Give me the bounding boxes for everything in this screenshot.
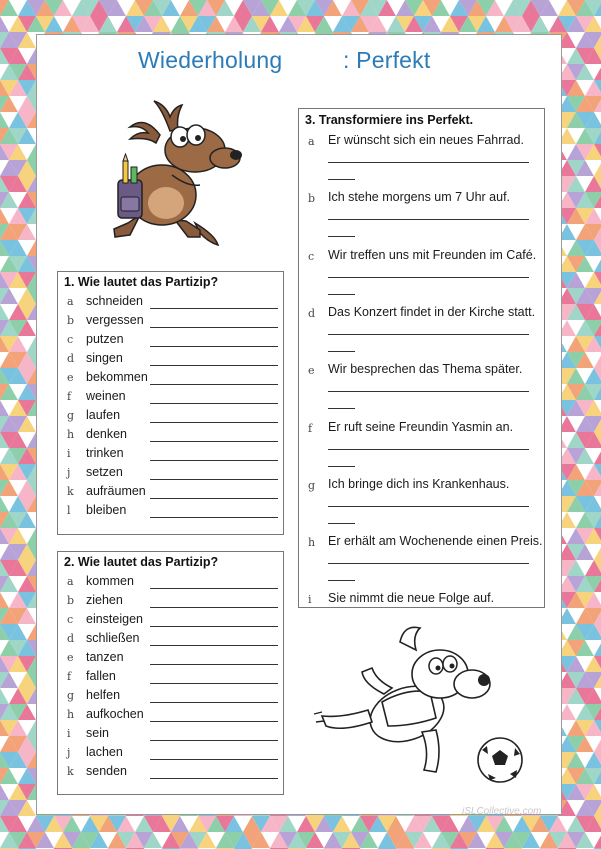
transform-item [299,477,544,534]
answer-blank-line[interactable] [150,365,278,366]
verb-infinitive: vergessen [86,313,144,327]
verb-infinitive: lachen [86,745,123,759]
item-letter: f [67,390,72,403]
exercise-row [58,725,283,744]
answer-blank-line[interactable] [150,441,278,442]
watermark: iSLCollective.com [462,806,542,817]
exercise-row [58,706,283,725]
verb-infinitive: tanzen [86,650,124,664]
present-tense-sentence: Das Konzert findet in der Kirche statt. [328,304,536,319]
answer-blank-line[interactable] [150,607,278,608]
dog-kicking-ball-illustration [312,622,527,792]
verb-infinitive: sein [86,726,109,740]
answer-blank-line[interactable] [150,759,278,760]
item-letter: b [67,594,75,607]
verb-infinitive: singen [86,351,123,365]
present-tense-sentence: Wir treffen uns mit Freunden im Café. [328,247,537,262]
exercise-row [58,445,283,464]
verb-infinitive: laufen [86,408,121,422]
item-letter: d [67,352,75,365]
answer-blank-line[interactable] [150,517,278,518]
verb-infinitive: schneiden [86,294,143,308]
exercise-row [58,687,283,706]
answer-blank-line[interactable] [150,308,278,309]
exercise-row [58,649,283,668]
item-letter: d [308,306,316,320]
transform-item [299,534,544,591]
verb-infinitive: kommen [86,574,134,588]
verb-infinitive: aufkochen [86,707,144,721]
item-letter: f [67,670,72,683]
exercise-row [58,426,283,445]
answer-blank-line[interactable] [150,498,278,499]
verb-infinitive: weinen [86,389,126,403]
answer-blank-line[interactable] [150,422,278,423]
answer-line-continuation[interactable] [328,236,355,237]
answer-line[interactable] [328,391,529,392]
present-tense-sentence: Sie nimmt die neue Folge auf. [328,591,495,606]
answer-line[interactable] [328,563,529,564]
transform-item [299,133,544,190]
verb-infinitive: helfen [86,688,121,702]
item-letter: b [308,192,316,206]
item-letter: e [67,651,74,664]
answer-line-continuation[interactable] [328,179,355,180]
exercise-row [58,369,283,388]
item-letter: j [67,746,71,759]
item-letter: h [67,708,75,721]
exercise-1-box [57,271,284,535]
present-tense-sentence: Wir besprechen das Thema später. [328,362,523,377]
answer-line[interactable] [328,162,529,163]
item-letter: e [308,364,315,378]
exercise-row [58,407,283,426]
exercise-row [58,592,283,611]
item-letter: a [67,295,74,308]
transform-item [299,248,544,305]
exercise-row [58,388,283,407]
answer-blank-line[interactable] [150,740,278,741]
answer-blank-line[interactable] [150,460,278,461]
item-letter: h [308,536,316,550]
answer-blank-line[interactable] [150,479,278,480]
answer-line[interactable] [328,219,529,220]
verb-infinitive: schließen [86,631,140,645]
present-tense-sentence: Ich stehe morgens um 7 Uhr auf. [328,190,511,205]
verb-infinitive: denken [86,427,128,441]
answer-line[interactable] [328,449,529,450]
verb-infinitive: trinken [86,446,124,460]
answer-blank-line[interactable] [150,626,278,627]
answer-blank-line[interactable] [150,702,278,703]
item-letter: i [67,447,71,460]
exercise-row [58,630,283,649]
verb-infinitive: bleiben [86,503,127,517]
verb-infinitive: einsteigen [86,612,143,626]
item-letter: i [308,593,312,607]
exercise-2-box [57,551,284,795]
exercise-row [58,483,283,502]
exercise-row [58,293,283,312]
answer-blank-line[interactable] [150,683,278,684]
item-letter: e [67,371,74,384]
answer-line-continuation[interactable] [328,351,355,352]
verb-infinitive: setzen [86,465,123,479]
answer-blank-line[interactable] [150,403,278,404]
answer-blank-line[interactable] [150,778,278,779]
exercise-row [58,763,283,782]
item-letter: g [67,409,75,422]
answer-line-continuation[interactable] [328,294,355,295]
exercise-2-heading: 2. Wie lautet das Partizip? [64,555,219,569]
exercise-row [58,350,283,369]
item-letter: k [67,485,74,498]
exercise-row [58,331,283,350]
verb-infinitive: bekommen [86,370,148,384]
exercise-row [58,312,283,331]
answer-blank-line[interactable] [150,664,278,665]
answer-line[interactable] [328,506,529,507]
answer-line[interactable] [328,277,529,278]
present-tense-sentence: Ich bringe dich ins Krankenhaus. [328,476,510,491]
item-letter: a [67,575,74,588]
exercise-row [58,668,283,687]
exercise-row [58,611,283,630]
verb-infinitive: ziehen [86,593,123,607]
answer-blank-line[interactable] [150,327,278,328]
answer-blank-line[interactable] [150,588,278,589]
item-letter: f [308,421,313,435]
transform-item [299,362,544,419]
exercise-3-box [298,108,545,608]
item-letter: k [67,765,74,778]
answer-line-continuation[interactable] [328,408,355,409]
verb-infinitive: senden [86,764,128,778]
answer-line-continuation[interactable] [328,580,355,581]
answer-blank-line[interactable] [150,645,278,646]
page-title-topic: : Perfekt [343,47,431,73]
item-letter: g [308,478,316,492]
verb-infinitive: fallen [86,669,116,683]
present-tense-sentence: Er ruft seine Freundin Yasmin an. [328,419,514,434]
item-letter: a [308,135,315,148]
exercise-row [58,573,283,592]
transform-item [299,420,544,477]
transform-item [299,190,544,247]
item-letter: c [67,333,74,346]
item-letter: g [67,689,75,702]
item-letter: j [67,466,71,479]
answer-line-continuation[interactable] [328,523,355,524]
present-tense-sentence: Er erhält am Wochenende einen Preis. [328,534,543,549]
exercise-row [58,744,283,763]
answer-blank-line[interactable] [150,721,278,722]
answer-line[interactable] [328,334,529,335]
exercise-1-heading: 1. Wie lautet das Partizip? [64,275,219,289]
answer-blank-line[interactable] [150,384,278,385]
answer-line-continuation[interactable] [328,466,355,467]
transform-item [299,305,544,362]
item-letter: c [67,613,74,626]
item-letter: i [67,727,71,740]
page-title-main: Wiederholung [138,47,283,73]
item-letter: c [308,249,315,263]
dog-with-backpack-illustration [100,95,250,250]
verb-infinitive: aufräumen [86,484,146,498]
item-letter: l [67,504,71,517]
answer-blank-line[interactable] [150,346,278,347]
item-letter: h [67,428,75,441]
item-letter: d [67,632,75,645]
verb-infinitive: putzen [86,332,124,346]
exercise-row [58,502,283,521]
exercise-row [58,464,283,483]
present-tense-sentence: Er wünscht sich ein neues Fahrrad. [328,133,524,147]
exercise-3-heading: 3. Transformiere ins Perfekt. [305,113,474,127]
item-letter: b [67,314,75,327]
